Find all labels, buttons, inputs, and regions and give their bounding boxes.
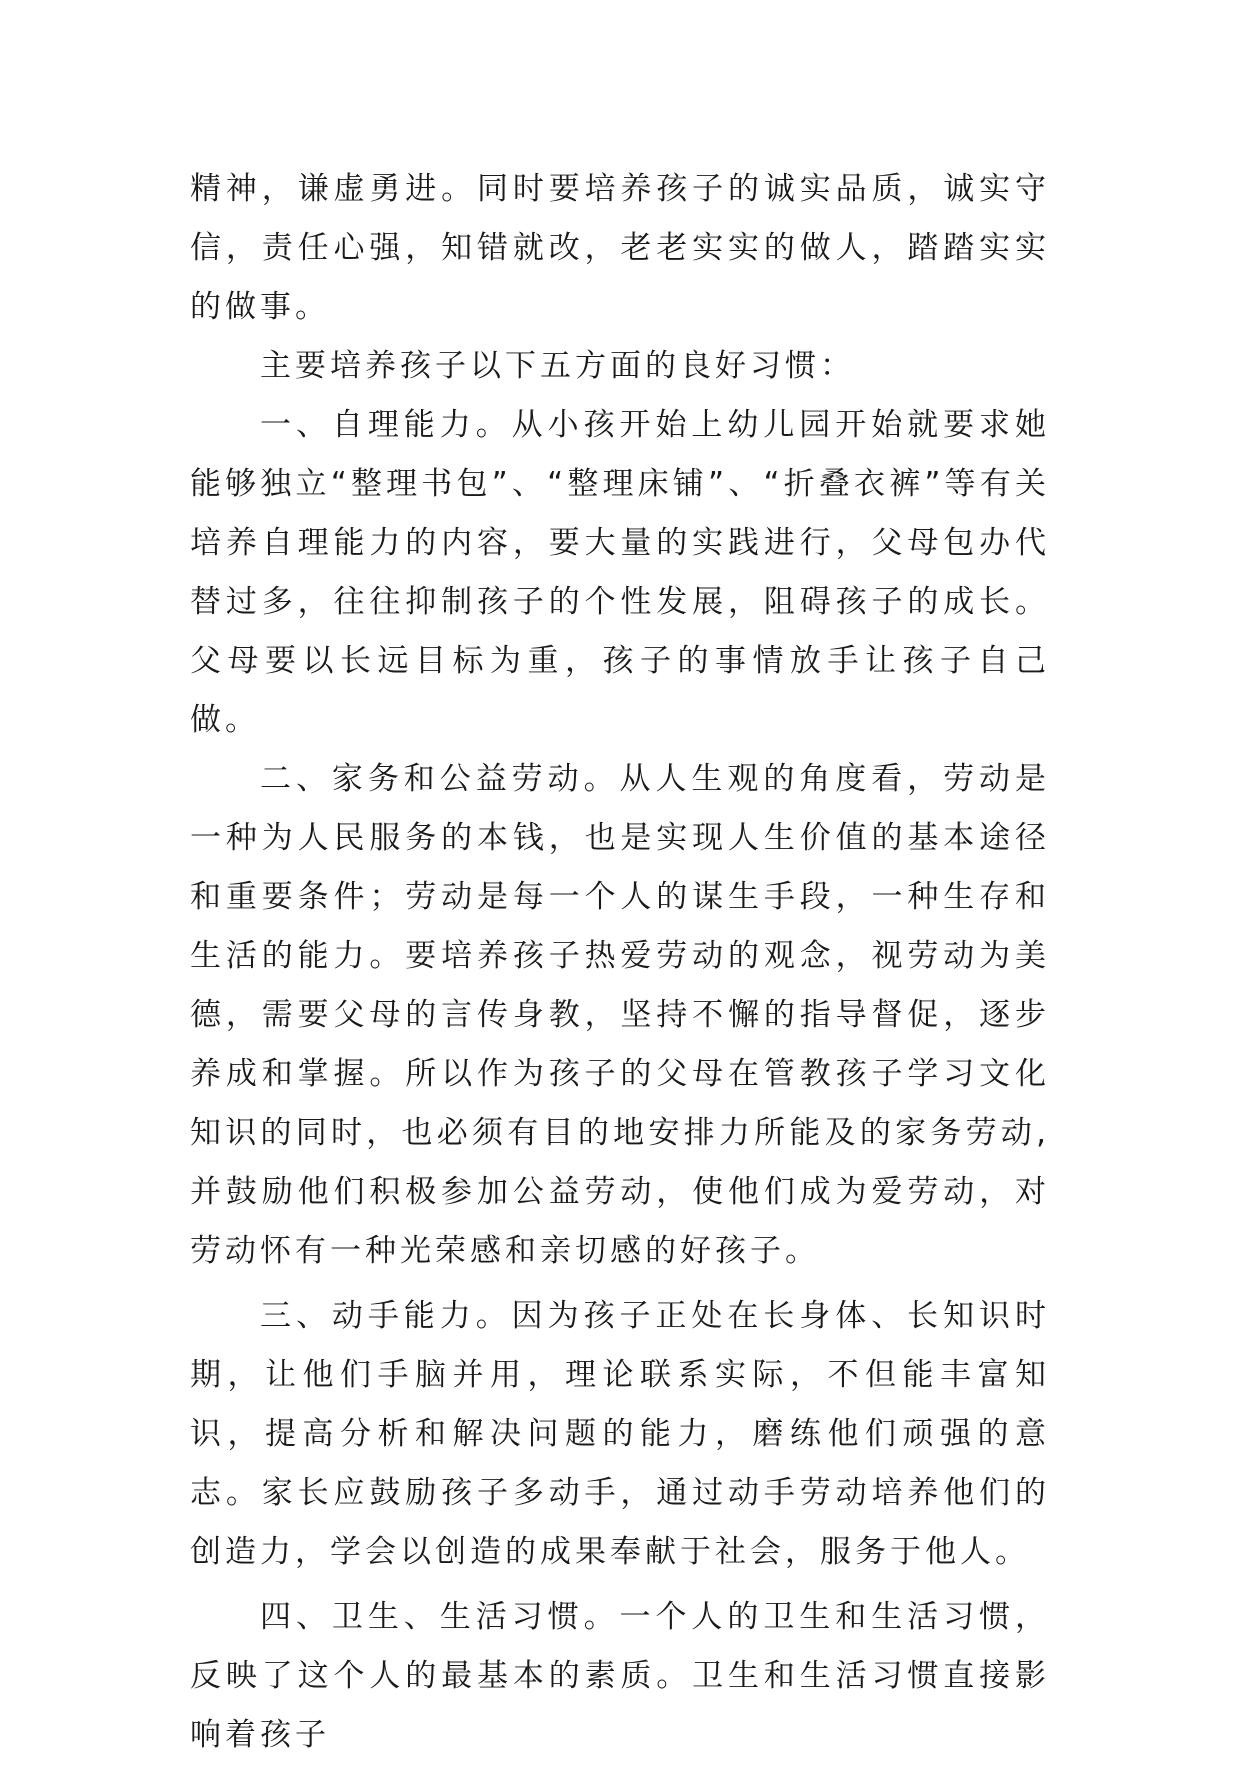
paragraph-hands-on: 三、动手能力。因为孩子正处在长身体、长知识时期，让他们手脑并用，理论联系实际，不但能丰富知识，提高分析和解决问题的能力，磨练他们顽强的意志。家长应鼓励孩子多动手，通过动手劳动培养他们的创造力，学会以创造的成果奉献于社会，服务于他人。 (190, 1298, 1050, 1570)
paragraph-intro: 主要培养孩子以下五方面的良好习惯： (260, 348, 855, 384)
document-body (190, 160, 1050, 1765)
paragraph-labor: 二、家务和公益劳动。从人生观的角度看，劳动是一种为人民服务的本钱，也是实现人生价值的基本途径和重要条件；劳动是每一个人的谋生手段，一种生存和生活的能力。要培养孩子热爱劳动的观念，视劳动为美德，需要父母的言传身教，坚持不懈的指导督促，逐步养成和掌握。所以作为孩子的父母在管教孩子学习文化知识的同时，也必须有目的地安排力所能及的家务劳动,并鼓励他们积极参加公益劳动，使他们成为爱劳动，对劳动怀有一种光荣感和亲切感的好孩子。 (190, 761, 1050, 1269)
paragraph-continuation: 精神，谦虚勇进。同时要培养孩子的诚实品质，诚实守信，责任心强，知错就改，老老实实的做人，踏踏实实的做事。 (190, 171, 1050, 325)
paragraph-hygiene: 四、卫生、生活习惯。一个人的卫生和生活习惯，反映了这个人的最基本的素质。卫生和生活习惯直接影响着孩子 (190, 1599, 1050, 1753)
paragraph-self-care: 一、自理能力。从小孩开始上幼儿园开始就要求她能够独立“整理书包”、“整理床铺”、“折叠衣裤”等有关培养自理能力的内容，要大量的实践进行，父母包办代替过多，往往抑制孩子的个性发展，阻碍孩子的成长。父母要以长远目标为重，孩子的事情放手让孩子自己做。 (190, 407, 1050, 738)
